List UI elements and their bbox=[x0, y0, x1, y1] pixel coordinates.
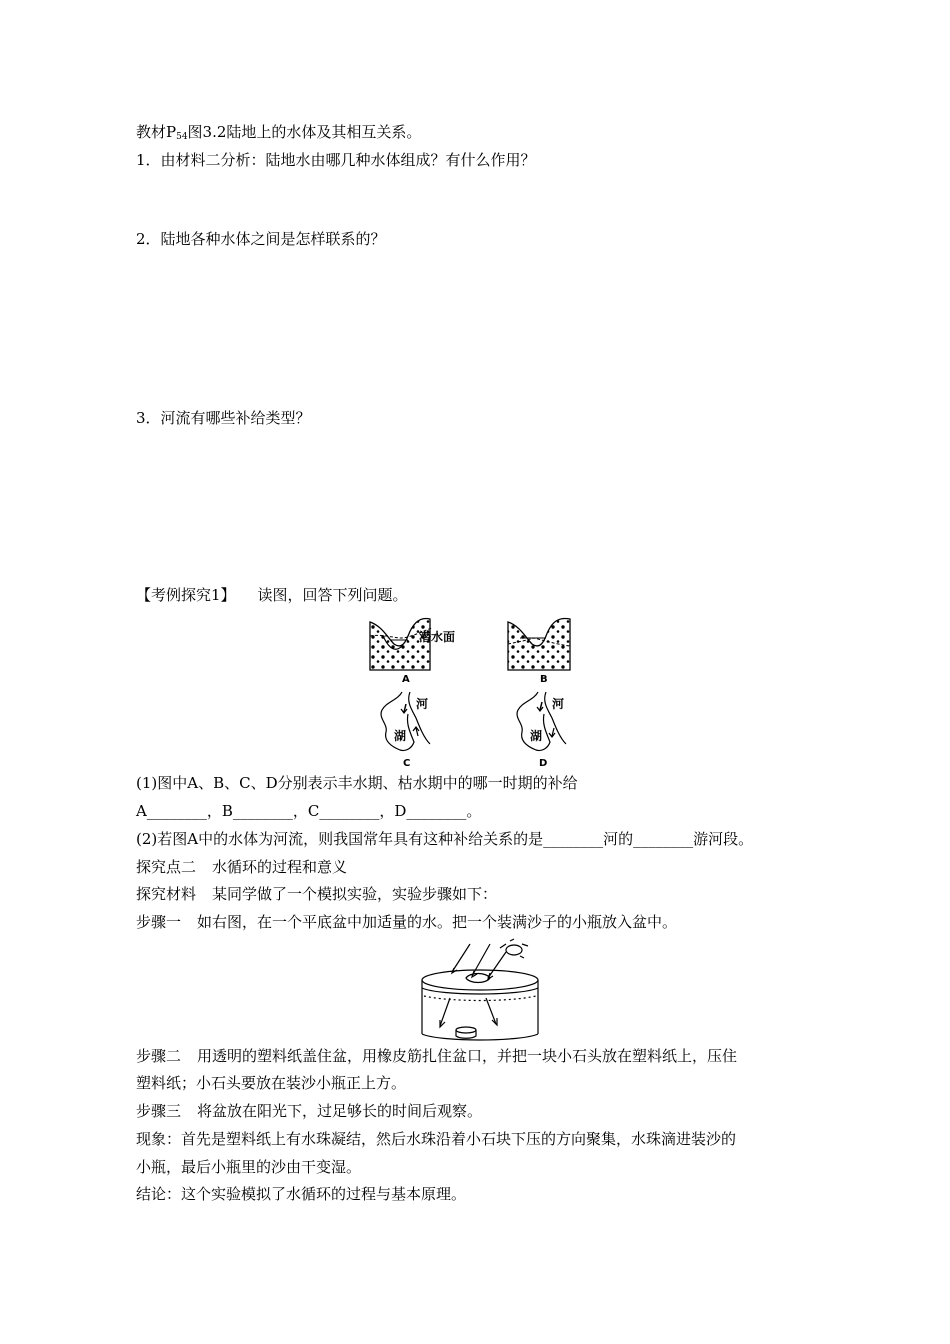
phenomenon-line-1: 现象：首先是塑料纸上有水珠凝结，然后水珠沿着小石块下压的方向聚集，水珠滴进装沙的 bbox=[136, 1130, 737, 1148]
panel-d bbox=[517, 692, 566, 769]
conclusion: 结论：这个实验模拟了水循环的过程与基本原理。 bbox=[136, 1185, 467, 1203]
step-3-text: 将盆放在阳光下，过足够长的时间后观察。 bbox=[197, 1102, 483, 1120]
example-heading bbox=[136, 585, 408, 605]
sub-question-1: (1)图中A、B、C、D分别表示丰水期、枯水期中的哪一时期的补给 bbox=[136, 774, 578, 792]
label-a: A bbox=[402, 674, 410, 685]
step-2-continued: 塑料纸；小石头要放在装沙小瓶正上方。 bbox=[136, 1074, 407, 1092]
sub-question-1-blanks: A________，B________，C________，D________。 bbox=[136, 802, 482, 820]
step-2-text: 用透明的塑料纸盖住盆，用橡皮筋扎住盆口，并把一块小石头放在塑料纸上，压住 bbox=[197, 1047, 738, 1065]
intro-prefix: 教材P bbox=[136, 123, 177, 141]
step-3-label: 步骤三 bbox=[136, 1102, 182, 1120]
river-label-c: 河 bbox=[416, 697, 429, 711]
stone bbox=[466, 974, 490, 983]
step-1-text: 如右图，在一个平底盆中加适量的水。把一个装满沙子的小瓶放入盆中。 bbox=[197, 913, 678, 931]
label-c: C bbox=[403, 758, 411, 769]
question-3: 3．河流有哪些补给类型？ bbox=[136, 409, 311, 427]
material-label: 探究材料 bbox=[136, 885, 197, 903]
intro-page-number: 54 bbox=[176, 132, 188, 142]
section-title: 水循环的过程和意义 bbox=[212, 858, 348, 876]
river-label-d: 河 bbox=[552, 697, 565, 711]
experiment-diagram bbox=[410, 938, 550, 1042]
sub-question-2: (2)若图A中的水体为河流，则我国常年具有这种补给关系的是________河的________游河段。 bbox=[136, 830, 754, 848]
question-1: 1．由材料二分析：陆地水由哪几种水体组成？有什么作用？ bbox=[136, 151, 536, 169]
lake-label-d: 湖 bbox=[530, 729, 543, 743]
lake-label-c: 湖 bbox=[394, 729, 407, 743]
material-text: 某同学做了一个模拟实验，实验步骤如下： bbox=[212, 885, 498, 903]
label-b: B bbox=[540, 674, 548, 685]
water-table-label: 潜水面 bbox=[419, 630, 456, 644]
panel-c bbox=[381, 692, 430, 769]
material-line bbox=[136, 884, 497, 904]
recharge-diagram bbox=[360, 614, 610, 770]
phenomenon-line-2: 小瓶，最后小瓶里的沙由干变湿。 bbox=[136, 1158, 362, 1176]
intro-suffix: 图3.2陆地上的水体及其相互关系。 bbox=[187, 123, 422, 141]
intro-line bbox=[136, 122, 421, 147]
step-2 bbox=[136, 1046, 737, 1066]
example-title: 【考例探究1】 bbox=[136, 586, 236, 604]
question-2: 2．陆地各种水体之间是怎样联系的？ bbox=[136, 230, 386, 248]
basin bbox=[422, 970, 538, 1040]
label-d: D bbox=[539, 758, 548, 769]
panel-b bbox=[508, 618, 570, 685]
step-1-label: 步骤一 bbox=[136, 913, 182, 931]
step-1 bbox=[136, 912, 677, 932]
section-heading bbox=[136, 857, 347, 877]
panel-a bbox=[370, 618, 455, 685]
section-label: 探究点二 bbox=[136, 858, 197, 876]
sand-bottle bbox=[456, 1027, 476, 1038]
step-2-label: 步骤二 bbox=[136, 1047, 182, 1065]
step-3 bbox=[136, 1101, 482, 1121]
example-prompt: 读图，回答下列问题。 bbox=[257, 586, 408, 604]
